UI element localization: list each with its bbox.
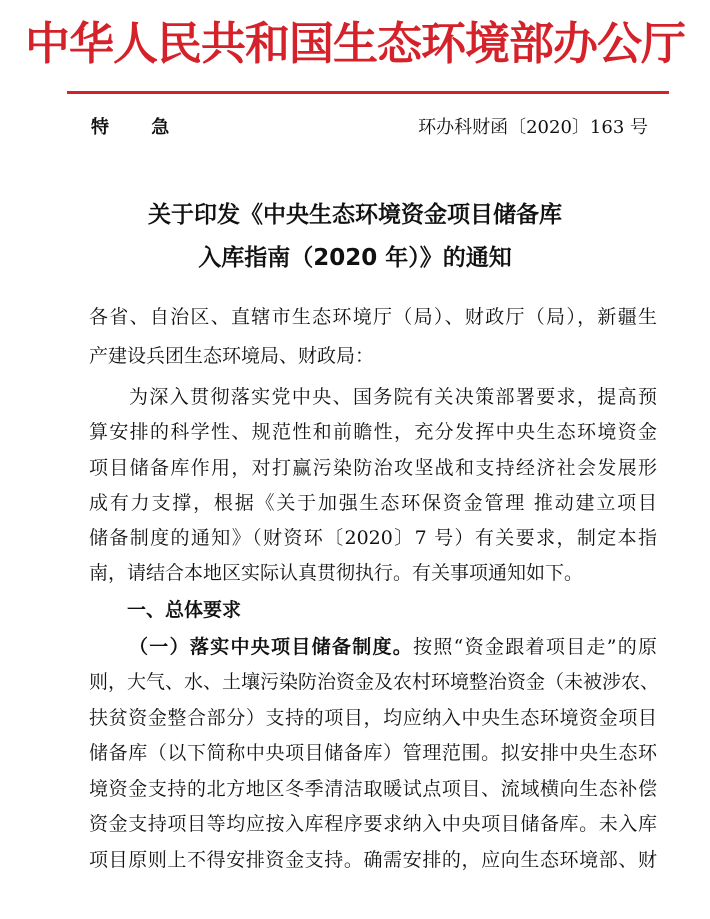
item-title: （一）落实中央项目储备制度。 bbox=[129, 636, 414, 658]
section1-line-5: 境资金支持的北方地区冬季清洁取暖试点项目、流域横向生态补偿 bbox=[89, 778, 657, 800]
red-separator-line bbox=[67, 91, 669, 94]
item-text: 按照“资金跟着项目走”的原 bbox=[413, 636, 657, 658]
section1-line-3: 扶贫资金整合部分）支持的项目，均应纳入中央生态环境资金项目 bbox=[89, 707, 657, 729]
issuing-authority-header: 中华人民共和国生态环境部办公厅 bbox=[24, 17, 685, 70]
addressee-line-1: 各省、自治区、直辖市生态环境厅（局）、财政厅（局），新疆生 bbox=[89, 306, 657, 328]
intro-line-1: 为深入贯彻落实党中央、国务院有关决策部署要求，提高预 bbox=[129, 386, 657, 408]
addressee-line-2: 产建设兵团生态环境局、财政局： bbox=[89, 345, 375, 367]
section1-item1-line-1 bbox=[89, 630, 657, 664]
document-title-line-2: 入库指南（2020 年）》的通知 bbox=[198, 245, 512, 271]
intro-line-5: 储备制度的通知》（财资环〔2020〕7 号）有关要求，制定本指 bbox=[89, 527, 657, 549]
intro-line-4: 成有力支撑，根据《关于加强生态环保资金管理 推动建立项目 bbox=[89, 492, 657, 514]
section1-line-6: 资金支持项目等均应按入库程序要求纳入中央项目储备库。未入库 bbox=[89, 813, 657, 835]
intro-line-2: 算安排的科学性、规范性和前瞻性，充分发挥中央生态环境资金 bbox=[89, 421, 657, 443]
intro-line-3: 项目储备库作用，对打赢污染防治攻坚战和支持经济社会发展形 bbox=[89, 457, 657, 479]
intro-line-6: 南，请结合本地区实际认真贯彻执行。有关事项通知如下。 bbox=[89, 562, 584, 584]
document-number: 环办科财函〔2020〕163 号 bbox=[418, 117, 648, 138]
section1-line-7: 项目原则上不得安排资金支持。确需安排的，应向生态环境部、财 bbox=[89, 849, 657, 871]
section1-line-2: 则，大气、水、土壤污染防治资金及农村环境整治资金（未被涉农、 bbox=[89, 671, 660, 693]
section1-line-4: 储备库（以下简称中央项目储备库）管理范围。拟安排中央生态环 bbox=[89, 742, 657, 764]
document-title-line-1: 关于印发《中央生态环境资金项目储备库 bbox=[148, 202, 562, 228]
section-heading-general-requirements: 一、总体要求 bbox=[127, 599, 242, 621]
urgency-level: 特 急 bbox=[91, 117, 188, 138]
